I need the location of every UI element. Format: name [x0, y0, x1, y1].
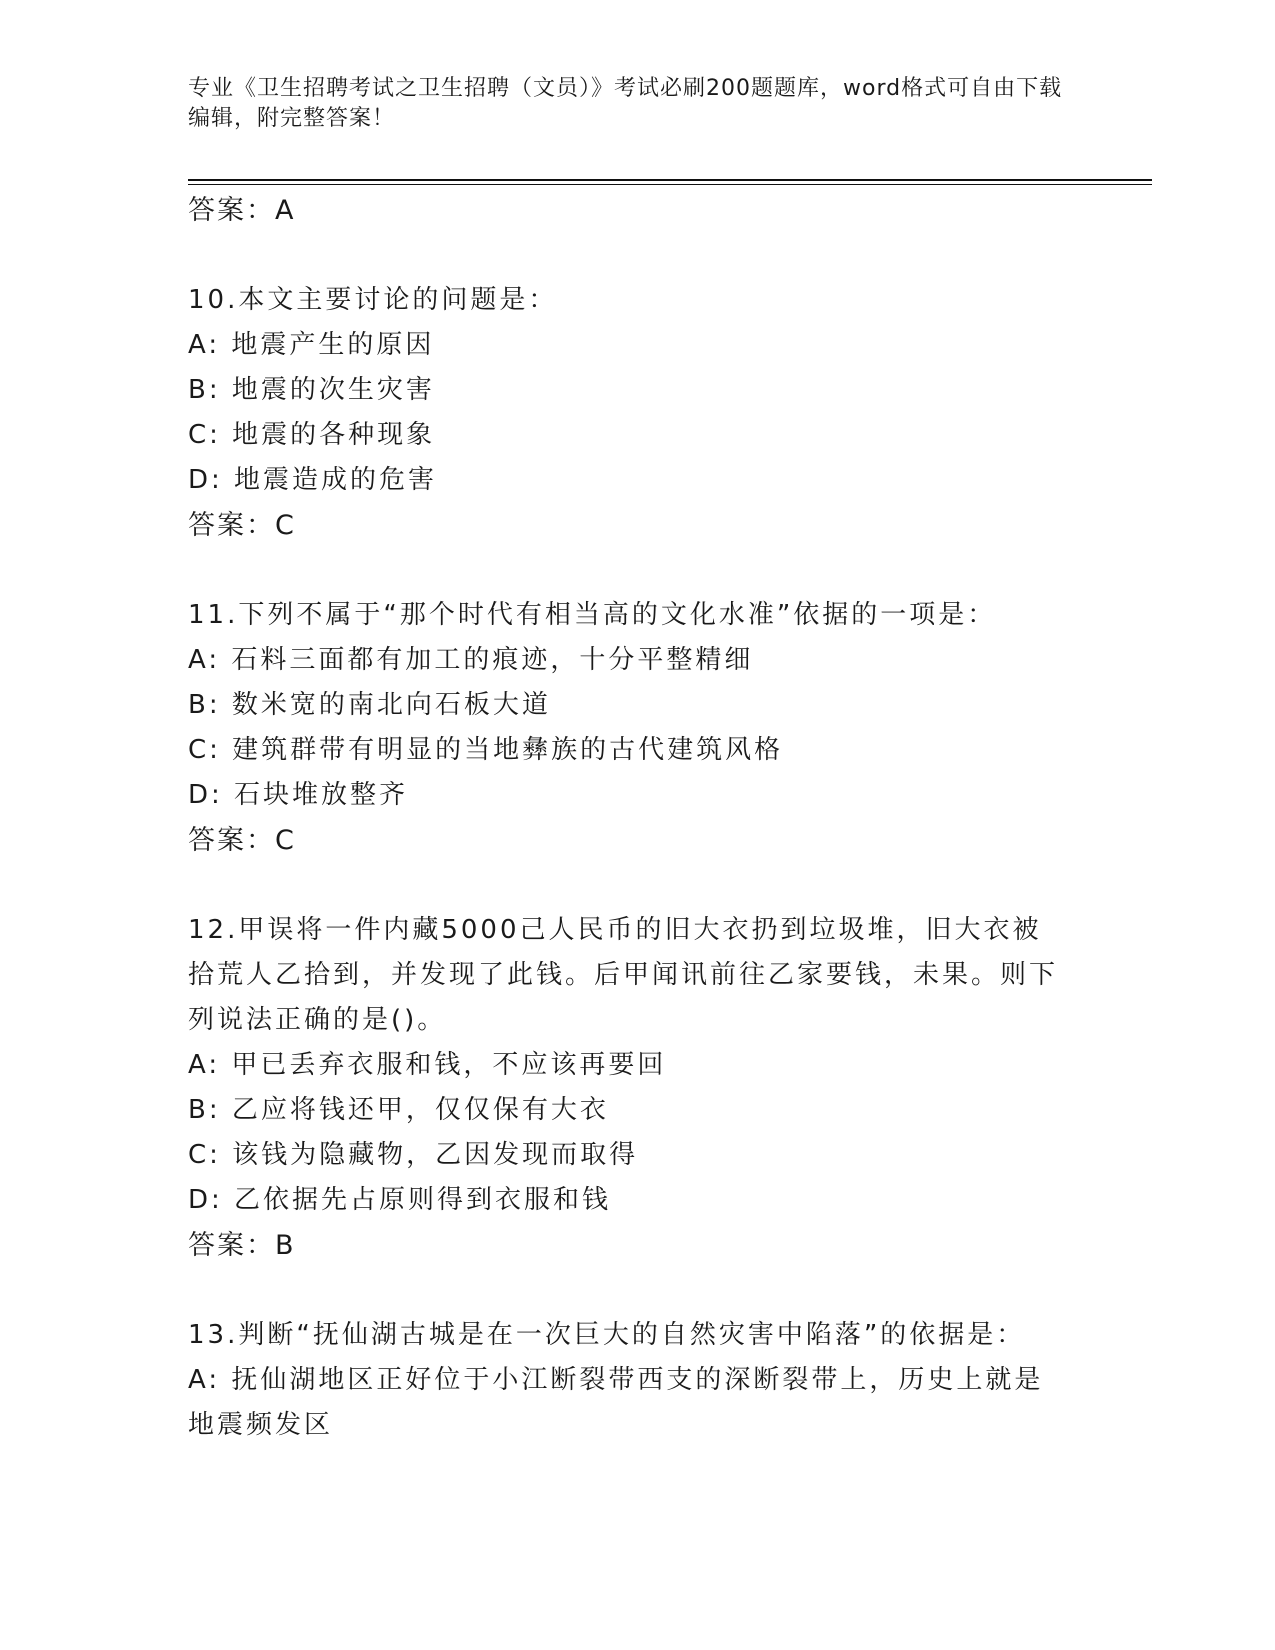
option-b: B: 数米宽的南北向石板大道: [188, 690, 551, 720]
question-block: [188, 908, 1088, 1268]
question-list: [188, 188, 1088, 1448]
document-header: 专业《卫生招聘考试之卫生招聘（文员）》考试必刷200题题库，word格式可自由下载编辑，附完整答案！: [188, 76, 1063, 131]
option-d: D: 地震造成的危害: [188, 465, 438, 495]
option-c: C: 该钱为隐藏物，乙因发现而取得: [188, 1140, 639, 1170]
option-b: B: 地震的次生灾害: [188, 375, 435, 405]
header-rule-thin: [188, 184, 1152, 185]
answer-line: 答案：C: [188, 510, 296, 541]
answer-line: 答案：A: [188, 195, 296, 226]
option-d: D: 石块堆放整齐: [188, 780, 409, 810]
question-block: [188, 1313, 1088, 1448]
answer-line: 答案：B: [188, 1230, 296, 1261]
question-block: [188, 278, 1088, 548]
option-a: A: 甲已丢弃衣服和钱，不应该再要回: [188, 1050, 667, 1080]
question-block: [188, 593, 1088, 863]
option-c: C: 建筑群带有明显的当地彝族的古代建筑风格: [188, 735, 784, 765]
answer-line: 答案：C: [188, 825, 296, 856]
option-a: A: 抚仙湖地区正好位于小江断裂带西支的深断裂带上，历史上就是地震频发区: [188, 1365, 1044, 1440]
option-a: A: 地震产生的原因: [188, 330, 435, 360]
question-text: 10.本文主要讨论的问题是：: [188, 285, 558, 315]
option-a: A: 石料三面都有加工的痕迹，十分平整精细: [188, 645, 754, 675]
option-b: B: 乙应将钱还甲，仅仅保有大衣: [188, 1095, 609, 1125]
header-rule-thick: [188, 179, 1152, 181]
option-c: C: 地震的各种现象: [188, 420, 436, 450]
question-text: 12.甲误将一件内藏5000己人民币的旧大衣扔到垃圾堆，旧大衣被拾荒人乙拾到，并发现了此钱。后甲闻讯前往乙家要钱，未果。则下列说法正确的是()。: [188, 915, 1059, 1035]
question-text: 11.下列不属于“那个时代有相当高的文化水准”依据的一项是：: [188, 600, 997, 630]
option-d: D: 乙依据先占原则得到衣服和钱: [188, 1185, 612, 1215]
question-text: 13.判断“抚仙湖古城是在一次巨大的自然灾害中陷落”的依据是：: [188, 1320, 1026, 1350]
